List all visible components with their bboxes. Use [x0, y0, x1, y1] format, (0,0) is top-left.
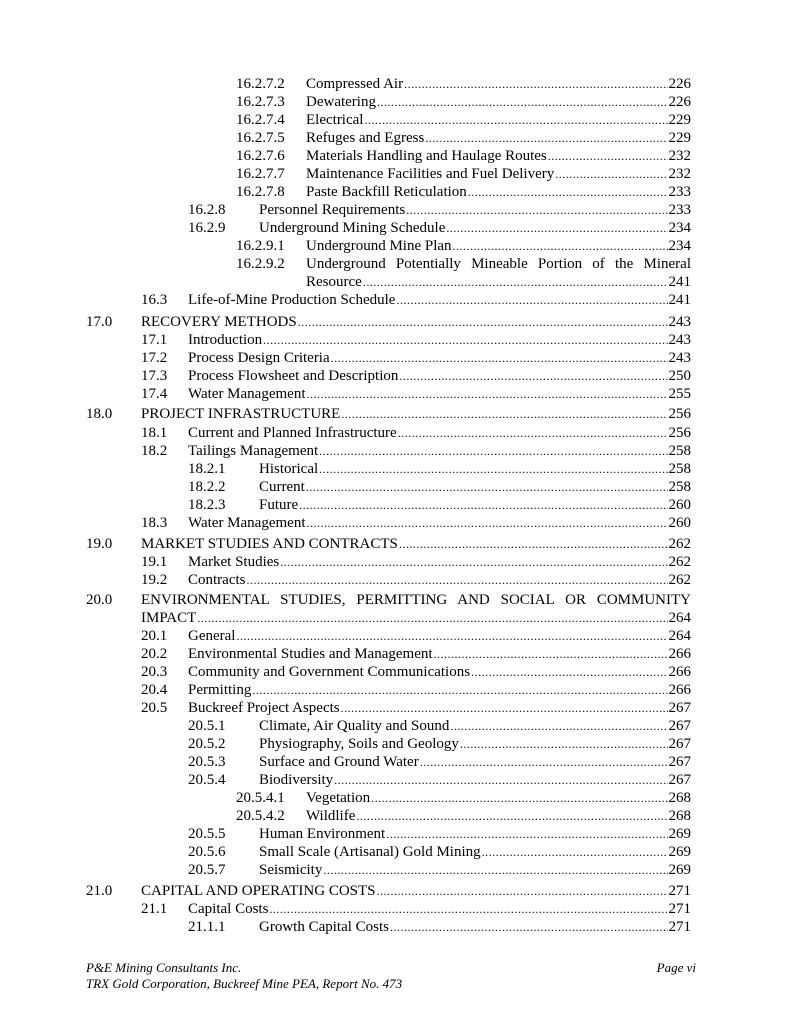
toc-entry-number: 20.5 — [141, 700, 168, 716]
toc-entry-title: Growth Capital Costs — [259, 919, 389, 935]
toc-entry-number: 16.2.9 — [188, 220, 226, 236]
toc-entry-number: 18.2 — [141, 443, 168, 459]
toc-entry[interactable] — [0, 681, 800, 699]
toc-entry[interactable] — [0, 645, 800, 663]
toc-entry-title: Future — [259, 497, 299, 513]
toc-entry-title: Physiography, Soils and Geology — [259, 736, 459, 752]
toc-entry-title-continued: Resource — [306, 274, 362, 290]
toc-entry-title: Surface and Ground Water — [259, 754, 419, 770]
dot-leader — [425, 129, 667, 147]
toc-entry[interactable] — [0, 735, 800, 753]
dot-leader — [298, 313, 668, 331]
toc-entry-number: 16.2.8 — [188, 202, 226, 218]
toc-entry-number: 20.5.3 — [188, 754, 226, 770]
toc-entry-title: Capital Costs — [188, 901, 269, 917]
toc-entry[interactable] — [0, 627, 800, 645]
dot-leader — [197, 609, 667, 627]
toc-entry-number: 16.2.7.8 — [236, 184, 285, 200]
toc-entry-page: 262 — [668, 572, 691, 588]
toc-entry-title: Introduction — [188, 332, 263, 348]
toc-entry-page: 243 — [668, 314, 691, 330]
toc-entry-page: 267 — [668, 754, 691, 770]
toc-entry-title: RECOVERY METHODS — [141, 314, 297, 330]
toc-entry-title-continued: IMPACT — [141, 610, 197, 626]
toc-entry[interactable] — [0, 825, 800, 843]
toc-entry-page: 234 — [668, 220, 691, 236]
dot-leader — [247, 571, 668, 589]
toc-entry-page: 256 — [668, 425, 691, 441]
toc-entry-page: 258 — [668, 461, 691, 477]
toc-entry[interactable] — [0, 237, 800, 255]
toc-entry-number: 16.2.7.2 — [236, 76, 285, 92]
dot-leader — [306, 478, 668, 496]
toc-entry-number: 16.2.9.1 — [236, 238, 285, 254]
toc-entry-page: 266 — [668, 646, 691, 662]
toc-entry-page: 268 — [668, 790, 691, 806]
toc-entry-number: 16.2.7.4 — [236, 112, 285, 128]
toc-entry[interactable] — [0, 75, 800, 93]
toc-entry[interactable] — [0, 663, 800, 681]
dot-leader — [307, 385, 668, 403]
toc-entry-page: 262 — [668, 554, 691, 570]
toc-entry-number: 19.0 — [86, 536, 113, 552]
toc-entry-number: 20.5.2 — [188, 736, 226, 752]
toc-entry[interactable] — [0, 147, 800, 165]
toc-entry-title: Underground Mining Schedule — [259, 220, 446, 236]
toc-entry-number: 20.5.4.1 — [236, 790, 285, 806]
dot-leader — [453, 237, 668, 255]
dot-leader — [468, 183, 668, 201]
toc-entry-page: 232 — [668, 166, 691, 182]
dot-leader — [460, 735, 668, 753]
toc-entry[interactable] — [0, 442, 800, 460]
toc-entry-title: Contracts — [188, 572, 246, 588]
toc-entry-title: Historical — [259, 461, 319, 477]
toc-entry-number: 20.5.7 — [188, 862, 226, 878]
toc-entry-number: 21.1 — [141, 901, 168, 917]
dot-leader — [356, 807, 667, 825]
toc-entry-title: Materials Handling and Haulage Routes — [306, 148, 547, 164]
toc-entry-page: 256 — [668, 406, 691, 422]
toc-entry-number: 16.2.7.6 — [236, 148, 285, 164]
toc-entry-page: 271 — [668, 883, 691, 899]
toc-entry-page: 262 — [668, 536, 691, 552]
toc-entry-number: 16.2.7.7 — [236, 166, 285, 182]
toc-entry[interactable] — [0, 219, 800, 237]
toc-chapter[interactable] — [0, 591, 800, 609]
toc-entry-page: 264 — [668, 610, 691, 626]
toc-entry-title: ENVIRONMENTAL STUDIES, PERMITTING AND SOCIAL OR COMMUNITY — [141, 592, 691, 608]
toc-entry[interactable] — [0, 331, 800, 349]
toc-chapter[interactable] — [0, 313, 800, 331]
dot-leader — [398, 424, 668, 442]
toc-entry-number: 16.2.7.5 — [236, 130, 285, 146]
toc-entry[interactable] — [0, 424, 800, 442]
dot-leader — [341, 405, 667, 423]
toc-chapter[interactable] — [0, 882, 800, 900]
toc-entry-number: 20.5.1 — [188, 718, 226, 734]
toc-entry-title: Seismicity — [259, 862, 323, 878]
dot-leader — [263, 331, 667, 349]
toc-entry-title: Life-of-Mine Production Schedule — [188, 292, 396, 308]
toc-entry-page: 258 — [668, 479, 691, 495]
toc-entry-number: 18.3 — [141, 515, 168, 531]
toc-entry-page: 267 — [668, 772, 691, 788]
toc-entry-number: 20.1 — [141, 628, 168, 644]
toc-entry-number: 20.2 — [141, 646, 168, 662]
toc-entry-page: 269 — [668, 844, 691, 860]
toc-entry-title: MARKET STUDIES AND CONTRACTS — [141, 536, 398, 552]
toc-entry[interactable] — [0, 367, 800, 385]
dot-leader — [319, 460, 667, 478]
toc-entry[interactable] — [0, 183, 800, 201]
footer-company: P&E Mining Consultants Inc. — [86, 960, 242, 975]
toc-entry-page: 241 — [668, 274, 691, 290]
toc-entry[interactable] — [0, 843, 800, 861]
toc-entry-number: 18.1 — [141, 425, 168, 441]
toc-entry-page: 271 — [668, 901, 691, 917]
toc-entry-number: 20.3 — [141, 664, 168, 680]
toc-entry-number: 20.5.4 — [188, 772, 226, 788]
dot-leader — [280, 553, 667, 571]
toc-entry[interactable] — [0, 255, 800, 273]
toc-entry-page: 268 — [668, 808, 691, 824]
dot-leader — [450, 717, 667, 735]
toc-entry-title: Permitting — [188, 682, 252, 698]
toc-entry[interactable] — [0, 753, 800, 771]
toc-entry-continuation[interactable] — [0, 273, 800, 291]
dot-leader — [364, 111, 667, 129]
toc-entry-title: Paste Backfill Reticulation — [306, 184, 467, 200]
toc-entry-page: 264 — [668, 628, 691, 644]
toc-entry-title: Underground Potentially Mineable Portion of the Mineral — [306, 256, 691, 272]
toc-entry-page: 260 — [668, 515, 691, 531]
dot-leader — [434, 645, 668, 663]
dot-leader — [406, 201, 667, 219]
dot-leader — [548, 147, 668, 165]
toc-entry-page: 266 — [668, 664, 691, 680]
toc-entry-number: 20.4 — [141, 682, 168, 698]
page-number: Page vi — [656, 960, 696, 975]
toc-entry-number: 20.5.6 — [188, 844, 226, 860]
toc-entry-number: 17.0 — [86, 314, 113, 330]
dot-leader — [307, 514, 668, 532]
toc-entry-page: 255 — [668, 386, 691, 402]
toc-entry-title: Market Studies — [188, 554, 280, 570]
toc-entry[interactable] — [0, 93, 800, 111]
toc-entry[interactable] — [0, 129, 800, 147]
toc-entry-title: Personnel Requirements — [259, 202, 406, 218]
toc-entry[interactable] — [0, 514, 800, 532]
dot-leader — [377, 882, 668, 900]
dot-leader — [299, 496, 667, 514]
toc-entry-title: CAPITAL AND OPERATING COSTS — [141, 883, 376, 899]
toc-entry-page: 233 — [668, 184, 691, 200]
toc-entry-number: 21.1.1 — [188, 919, 226, 935]
dot-leader — [269, 900, 667, 918]
dot-leader — [377, 93, 668, 111]
toc-entry-page: 226 — [668, 76, 691, 92]
dot-leader — [323, 861, 667, 879]
toc-entry-number: 20.0 — [86, 592, 113, 608]
dot-leader — [404, 75, 667, 93]
toc-entry-page: 260 — [668, 497, 691, 513]
toc-entry-number: 19.2 — [141, 572, 168, 588]
toc-entry[interactable] — [0, 385, 800, 403]
toc-entry-number: 17.2 — [141, 350, 168, 366]
toc-entry-number: 16.2.7.3 — [236, 94, 285, 110]
toc-entry-page: 250 — [668, 368, 691, 384]
toc-entry-title: Biodiversity — [259, 772, 334, 788]
toc-entry-title: Maintenance Facilities and Fuel Delivery — [306, 166, 555, 182]
dot-leader — [334, 771, 667, 789]
toc-entry[interactable] — [0, 496, 800, 514]
toc-entry-number: 17.4 — [141, 386, 168, 402]
toc-entry-title: Compressed Air — [306, 76, 404, 92]
toc-entry-page: 258 — [668, 443, 691, 459]
toc-entry-title: Small Scale (Artisanal) Gold Mining — [259, 844, 481, 860]
toc-entry-number: 18.2.3 — [188, 497, 226, 513]
dot-leader — [399, 367, 667, 385]
toc-entry[interactable] — [0, 717, 800, 735]
toc-entry[interactable] — [0, 201, 800, 219]
toc-entry[interactable] — [0, 900, 800, 918]
toc-entry-page: 267 — [668, 700, 691, 716]
dot-leader — [371, 789, 667, 807]
toc-entry-page: 267 — [668, 736, 691, 752]
toc-entry-page: 269 — [668, 862, 691, 878]
toc-entry[interactable] — [0, 918, 800, 936]
toc-entry-title: Climate, Air Quality and Sound — [259, 718, 450, 734]
dot-leader — [446, 219, 667, 237]
dot-leader — [482, 843, 668, 861]
dot-leader — [386, 825, 667, 843]
toc-entry-title: Dewatering — [306, 94, 376, 110]
toc-entry-title: Water Management — [188, 515, 306, 531]
toc-entry-number: 16.3 — [141, 292, 168, 308]
toc-entry-title: Water Management — [188, 386, 306, 402]
toc-chapter[interactable] — [0, 405, 800, 423]
dot-leader — [331, 349, 668, 367]
toc-entry-title: Vegetation — [306, 790, 371, 806]
toc-entry[interactable] — [0, 460, 800, 478]
toc-chapter[interactable] — [0, 535, 800, 553]
toc-entry-continuation[interactable] — [0, 609, 800, 627]
toc-entry[interactable] — [0, 699, 800, 717]
toc-entry-title: Current — [259, 479, 305, 495]
toc-entry-title: Community and Government Communications — [188, 664, 471, 680]
toc-entry-page: 232 — [668, 148, 691, 164]
toc-entry-title: Tailings Management — [188, 443, 319, 459]
toc-entry-number: 17.1 — [141, 332, 168, 348]
toc-entry-number: 17.3 — [141, 368, 168, 384]
toc-entry-title: Underground Mine Plan — [306, 238, 452, 254]
toc-entry-title: Refuges and Egress — [306, 130, 425, 146]
toc-entry-page: 243 — [668, 332, 691, 348]
toc-entry-page: 241 — [668, 292, 691, 308]
toc-entry-number: 18.2.2 — [188, 479, 226, 495]
dot-leader — [252, 681, 667, 699]
footer-report: TRX Gold Corporation, Buckreef Mine PEA, Report No. 473 — [86, 976, 403, 991]
dot-leader — [396, 291, 667, 309]
toc-entry-page: 269 — [668, 826, 691, 842]
toc-entry[interactable] — [0, 111, 800, 129]
toc-entry-title: PROJECT INFRASTRUCTURE — [141, 406, 341, 422]
toc-entry[interactable] — [0, 771, 800, 789]
toc-entry[interactable] — [0, 291, 800, 309]
toc-entry-title: Human Environment — [259, 826, 386, 842]
toc-entry[interactable] — [0, 553, 800, 571]
toc-entry-title: Process Design Criteria — [188, 350, 330, 366]
toc-entry-title: Environmental Studies and Management — [188, 646, 433, 662]
toc-entry-number: 20.5.5 — [188, 826, 226, 842]
dot-leader — [399, 535, 668, 553]
toc-entry-title: Electrical — [306, 112, 364, 128]
toc-entry-page: 234 — [668, 238, 691, 254]
toc-entry-page: 229 — [668, 112, 691, 128]
toc-entry-page: 229 — [668, 130, 691, 146]
toc-entry[interactable] — [0, 349, 800, 367]
toc-entry-number: 19.1 — [141, 554, 168, 570]
toc-entry-number: 20.5.4.2 — [236, 808, 285, 824]
toc-entry-page: 267 — [668, 718, 691, 734]
toc-entry[interactable] — [0, 807, 800, 825]
toc-entry-number: 21.0 — [86, 883, 113, 899]
dot-leader — [236, 627, 667, 645]
dot-leader — [319, 442, 667, 460]
toc-entry-page: 266 — [668, 682, 691, 698]
toc-entry-number: 18.2.1 — [188, 461, 226, 477]
toc-entry-number: 16.2.9.2 — [236, 256, 285, 272]
toc-entry-page: 233 — [668, 202, 691, 218]
toc-entry-number: 18.0 — [86, 406, 113, 422]
toc-entry-title: Wildlife — [306, 808, 356, 824]
toc-entry-title: General — [188, 628, 236, 644]
toc-entry-title: Process Flowsheet and Description — [188, 368, 399, 384]
toc-entry[interactable] — [0, 478, 800, 496]
dot-leader — [555, 165, 667, 183]
toc-entry[interactable] — [0, 165, 800, 183]
toc-entry[interactable] — [0, 571, 800, 589]
toc-entry-page: 226 — [668, 94, 691, 110]
dot-leader — [390, 918, 668, 936]
dot-leader — [471, 663, 667, 681]
toc-entry[interactable] — [0, 861, 800, 879]
dot-leader — [363, 273, 668, 291]
dot-leader — [341, 699, 668, 717]
toc-entry-title: Current and Planned Infrastructure — [188, 425, 397, 441]
toc-entry-page: 271 — [668, 919, 691, 935]
toc-entry[interactable] — [0, 789, 800, 807]
toc-entry-title: Buckreef Project Aspects — [188, 700, 340, 716]
dot-leader — [420, 753, 668, 771]
toc-entry-page: 243 — [668, 350, 691, 366]
page-footer-left — [86, 960, 402, 992]
